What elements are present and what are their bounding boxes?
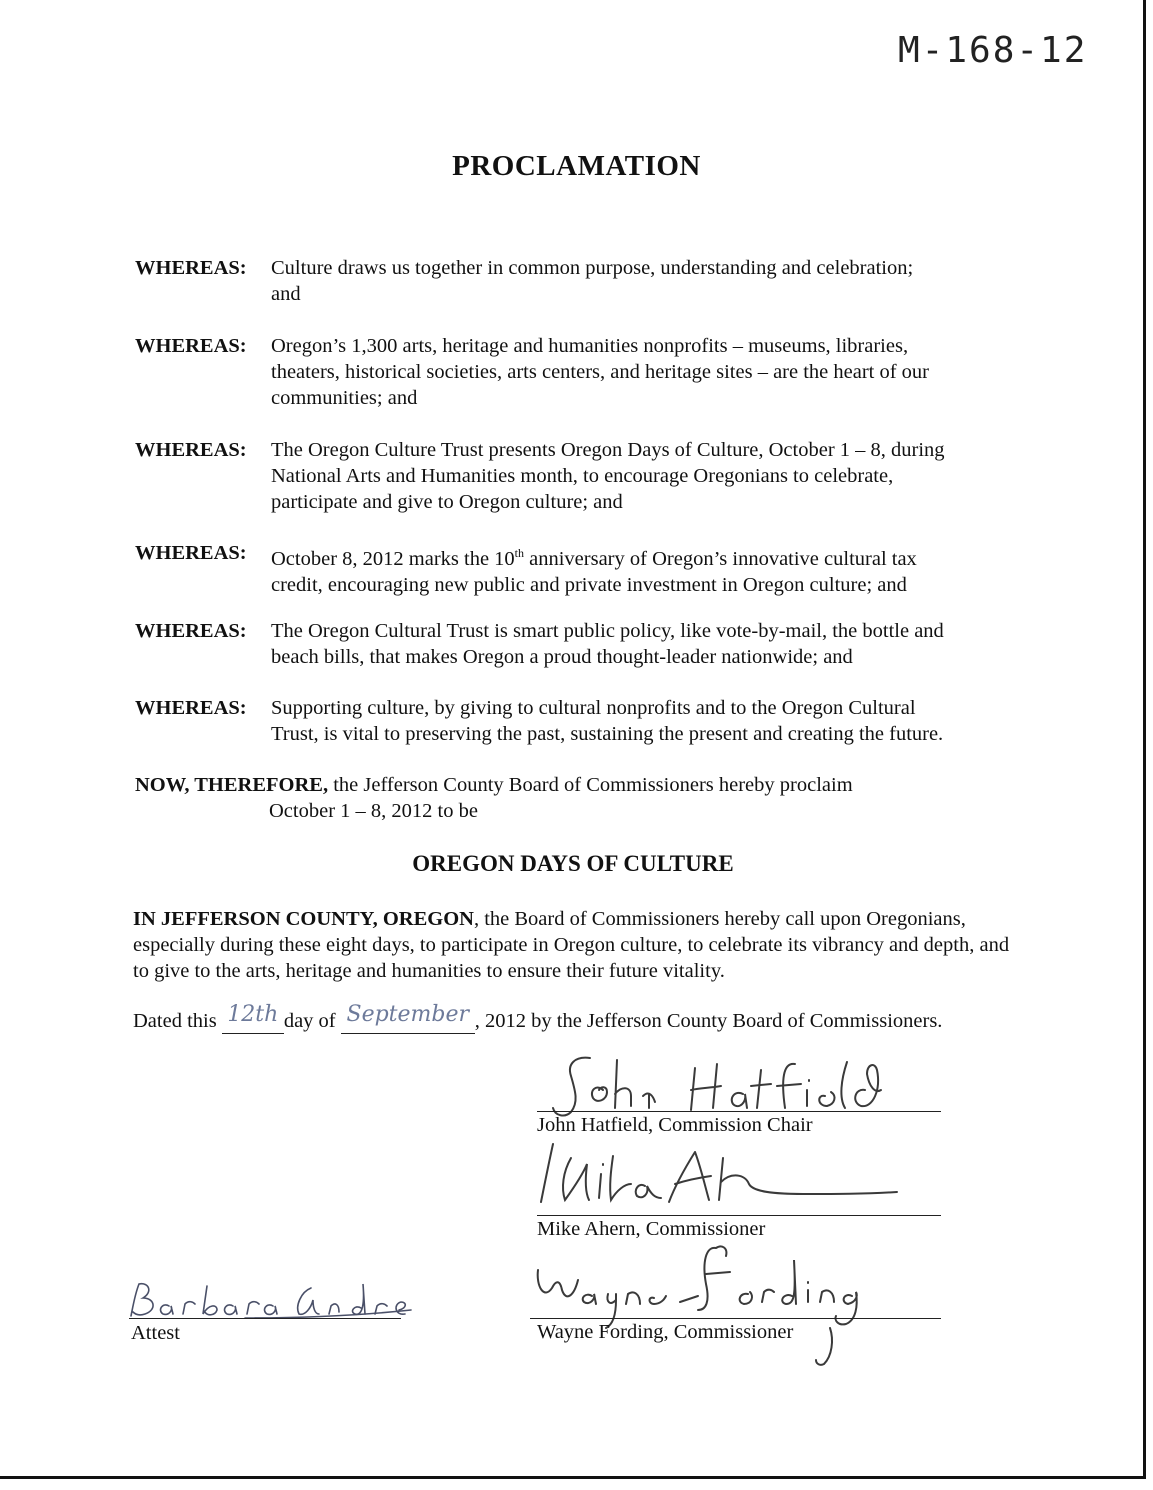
whereas-label: WHEREAS: <box>135 257 247 279</box>
clause-line: and <box>271 283 301 305</box>
whereas-clause-5 <box>135 618 1015 670</box>
clause-text: October 8, 2012 marks the 10 <box>271 547 515 570</box>
document-number-stamp: M-168-12 <box>898 30 1088 71</box>
dated-prefix: Dated this <box>133 1010 222 1032</box>
day-blank <box>222 1002 284 1034</box>
dated-mid: day of <box>283 1010 341 1032</box>
clause-text: anniversary of Oregon’s innovative cultural tax <box>524 547 917 570</box>
hatfield-signature <box>545 1050 895 1120</box>
ahern-signature-line <box>537 1215 941 1216</box>
whereas-label: WHEREAS: <box>135 439 247 461</box>
page-title: PROCLAMATION <box>452 150 701 182</box>
handwritten-month: September <box>346 1002 470 1027</box>
proclamation-subtitle: OREGON DAYS OF CULTURE <box>412 851 734 876</box>
therefore-line-2: October 1 – 8, 2012 to be <box>269 800 478 822</box>
fording-name: Wayne Fording, Commissioner <box>537 1321 794 1343</box>
handwritten-day: 12th <box>227 1002 279 1027</box>
body-lead: IN JEFFERSON COUNTY, OREGON <box>133 908 474 930</box>
whereas-label: WHEREAS: <box>135 620 247 642</box>
whereas-clause-2 <box>135 333 1015 411</box>
whereas-clause-6 <box>135 695 1015 747</box>
hatfield-signature-line <box>537 1111 941 1112</box>
clause-line: Oregon’s 1,300 arts, heritage and humanities nonprofits – museums, libraries, <box>271 335 909 357</box>
dated-line <box>133 1002 943 1034</box>
clause-line: Culture draws us together in common purpose, understanding and celebration; <box>271 257 914 279</box>
whereas-clause-3 <box>135 437 1015 515</box>
clause-line: Supporting culture, by giving to cultural nonprofits and to the Oregon Cultural <box>271 697 916 719</box>
ordinal-superscript: th <box>514 546 525 560</box>
fording-signature-line <box>530 1318 941 1319</box>
clause-line: beach bills, that makes Oregon a proud thought-leader nationwide; and <box>271 646 853 668</box>
therefore-lead: NOW, THEREFORE, <box>135 774 329 796</box>
month-blank <box>341 1002 475 1034</box>
clause-line: Trust, is vital to preserving the past, sustaining the present and creating the future. <box>271 723 944 745</box>
body-paragraph <box>133 906 1013 984</box>
clause-line: The Oregon Cultural Trust is smart public policy, like vote-by-mail, the bottle and <box>271 620 944 642</box>
therefore-text: the Jefferson County Board of Commissioners hereby proclaim <box>328 774 853 796</box>
attest-signature <box>125 1278 415 1322</box>
clause-line: communities; and <box>271 387 418 409</box>
whereas-clause-4 <box>135 540 1015 598</box>
therefore-clause <box>135 772 1015 824</box>
clause-line <box>271 540 1015 572</box>
clause-line: theaters, historical societies, arts centers, and heritage sites – are the heart of our <box>271 361 930 383</box>
attest-signature-line <box>129 1318 401 1319</box>
clause-line: credit, encouraging new public and private investment in Oregon culture; and <box>271 573 907 596</box>
body-text: , the Board of Commissioners hereby call upon Oregonians, especially during these eight days, to participate in Oregon culture, to celebrate its vibrancy and depth, and to give to the arts, heritage and humanities to ensure their future vitality. <box>133 908 1010 982</box>
clause-line: participate and give to Oregon culture; and <box>271 491 623 513</box>
fording-signature <box>530 1240 870 1375</box>
whereas-label: WHEREAS: <box>135 335 247 357</box>
ahern-signature <box>535 1138 905 1216</box>
clause-line: The Oregon Culture Trust presents Oregon Days of Culture, October 1 – 8, during <box>271 439 945 461</box>
page-border-right <box>1143 0 1146 1478</box>
whereas-label: WHEREAS: <box>135 542 247 564</box>
ahern-name: Mike Ahern, Commissioner <box>537 1218 766 1240</box>
clause-line: National Arts and Humanities month, to encourage Oregonians to celebrate, <box>271 465 894 487</box>
dated-suffix: , 2012 by the Jefferson County Board of Commissioners. <box>474 1010 943 1032</box>
hatfield-name: John Hatfield, Commission Chair <box>537 1114 813 1136</box>
page-border-bottom <box>0 1476 1146 1479</box>
whereas-clause-1 <box>135 255 1015 307</box>
whereas-label: WHEREAS: <box>135 697 247 719</box>
attest-label: Attest <box>131 1322 180 1344</box>
